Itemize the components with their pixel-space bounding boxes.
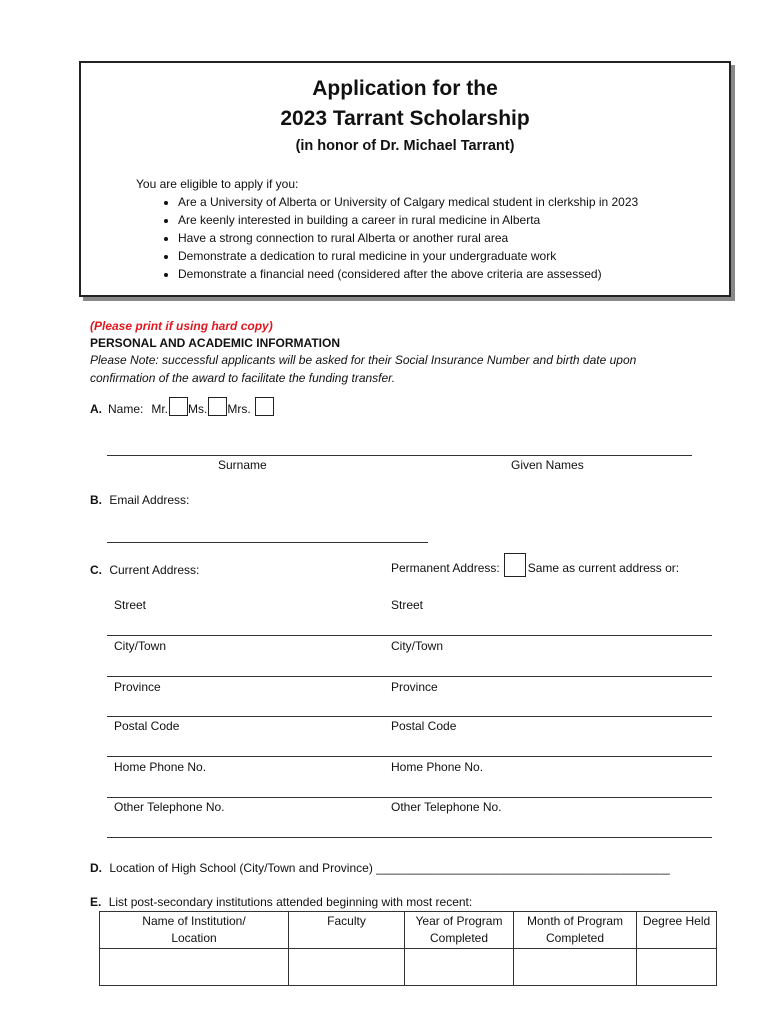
criterion: • Demonstrate a financial need (considered after the above criteria are assessed) — [178, 265, 638, 283]
col-degree — [637, 912, 717, 949]
table-cell[interactable] — [637, 949, 717, 986]
permanent-street-label: Street — [391, 598, 424, 612]
header-box — [79, 61, 731, 297]
criterion: • Are keenly interested in building a career in rural medicine in Alberta — [178, 211, 638, 229]
street-input-line[interactable] — [107, 635, 712, 636]
subtitle: (in honor of Dr. Michael Tarrant) — [295, 138, 515, 154]
col-institution-line1: Name of Institution/ — [142, 914, 246, 928]
mr-label: Mr. — [151, 402, 169, 416]
permanent-address-label: Permanent Address: — [391, 561, 500, 575]
criterion: • Demonstrate a dedication to rural medicine in your undergraduate work — [178, 247, 638, 265]
permanent-postal-label: Postal Code — [391, 719, 457, 733]
table-cell[interactable] — [289, 949, 405, 986]
title-line1: Application for the — [312, 77, 498, 100]
section-title: PERSONAL AND ACADEMIC INFORMATION — [90, 336, 340, 350]
current-address-row — [90, 563, 199, 577]
mrs-label: Mrs. — [227, 402, 251, 416]
city-input-line[interactable] — [107, 676, 712, 677]
eligibility-block — [136, 175, 638, 283]
permanent-home-phone-label: Home Phone No. — [391, 760, 484, 774]
current-address-label: Current Address: — [109, 563, 200, 577]
high-school-row — [90, 861, 670, 875]
col-year-line2: Completed — [429, 931, 489, 945]
permanent-other-phone-label: Other Telephone No. — [391, 800, 502, 814]
section-letter-e: E. — [90, 895, 102, 909]
col-year-line1: Year of Program — [415, 914, 503, 928]
same-address-label: Same as current address or: — [527, 561, 680, 575]
permanent-address-row — [391, 553, 679, 577]
criterion: • Have a strong connection to rural Alberta or another rural area — [178, 229, 638, 247]
ms-checkbox[interactable] — [208, 397, 227, 416]
current-other-phone-label: Other Telephone No. — [114, 800, 225, 814]
title-line2: 2023 Tarrant Scholarship — [280, 107, 530, 130]
permanent-province-label: Province — [391, 680, 438, 694]
col-faculty-line1: Faculty — [327, 914, 366, 928]
criteria-list — [136, 193, 638, 283]
print-note: (Please print if using hard copy) — [90, 319, 273, 333]
current-home-phone-label: Home Phone No. — [114, 760, 207, 774]
col-institution — [100, 912, 289, 949]
table-cell[interactable] — [405, 949, 514, 986]
notice-line1: Please Note: successful applicants will be asked for their Social Insurance Number and birth date upon — [90, 353, 637, 367]
section-letter-a: A. — [90, 402, 102, 416]
col-month-line2: Completed — [545, 931, 605, 945]
notice-line2: confirmation of the award to facilitate the funding transfer. — [90, 371, 396, 385]
post-secondary-row — [90, 895, 472, 909]
col-institution-line2: Location — [171, 931, 217, 945]
name-input-line[interactable] — [107, 455, 692, 456]
table-cell[interactable] — [100, 949, 289, 986]
home-phone-input-line[interactable] — [107, 797, 712, 798]
other-phone-input-line[interactable] — [107, 837, 712, 838]
postal-input-line[interactable] — [107, 756, 712, 757]
section-letter-b: B. — [90, 493, 102, 507]
mrs-checkbox[interactable] — [255, 397, 274, 416]
mr-checkbox[interactable] — [169, 397, 188, 416]
high-school-label[interactable]: Location of High School (City/Town and Province) ____________________________________________ — [109, 861, 670, 875]
col-faculty — [289, 912, 405, 949]
col-month — [514, 912, 637, 949]
name-label: Name: — [108, 402, 144, 416]
ms-label: Ms. — [188, 402, 208, 416]
table-row — [100, 949, 717, 986]
given-names-label: Given Names — [511, 458, 584, 472]
table-header-row — [100, 912, 717, 949]
criterion: • Are a University of Alberta or University of Calgary medical student in clerkship in 2023 — [178, 193, 638, 211]
col-month-line1: Month of Program — [526, 914, 624, 928]
email-row — [90, 493, 189, 507]
current-city-label: City/Town — [114, 639, 167, 653]
col-degree-line1: Degree Held — [642, 914, 711, 928]
table-cell[interactable] — [514, 949, 637, 986]
current-province-label: Province — [114, 680, 161, 694]
province-input-line[interactable] — [107, 716, 712, 717]
section-letter-c: C. — [90, 563, 102, 577]
current-postal-label: Postal Code — [114, 719, 180, 733]
surname-label: Surname — [218, 458, 267, 472]
email-input-line[interactable] — [107, 542, 428, 543]
current-street-label: Street — [114, 598, 147, 612]
same-address-checkbox[interactable] — [504, 553, 526, 577]
eligibility-intro: You are eligible to apply if you: — [136, 177, 299, 191]
email-label: Email Address: — [109, 493, 190, 507]
permanent-city-label: City/Town — [391, 639, 444, 653]
institutions-table — [99, 911, 717, 986]
col-year — [405, 912, 514, 949]
section-letter-d: D. — [90, 861, 102, 875]
name-row — [90, 397, 274, 416]
post-secondary-label: List post-secondary institutions attended beginning with most recent: — [108, 895, 473, 909]
